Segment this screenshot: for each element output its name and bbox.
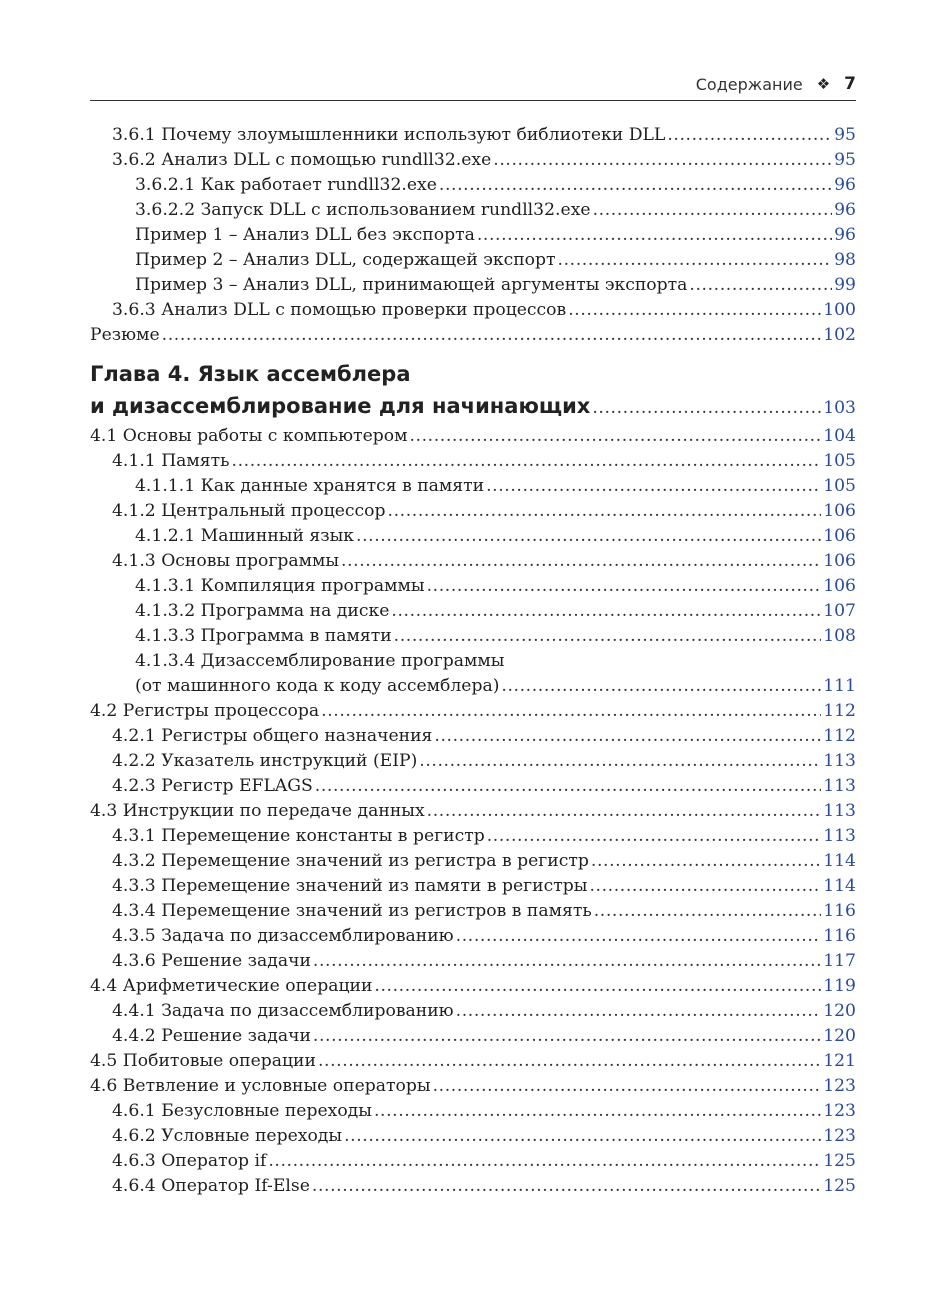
toc-entry[interactable] <box>90 949 856 974</box>
toc-entry-label: 4.2 Регистры процессора <box>90 701 320 721</box>
chapter-title-line1: Глава 4. Язык ассемблера <box>90 362 411 386</box>
dot-leader <box>312 1174 821 1199</box>
toc-entry[interactable] <box>90 574 856 599</box>
toc-entry-label: 4.4.1 Задача по дизассемблированию <box>112 1001 454 1021</box>
toc-entry[interactable] <box>90 198 856 223</box>
toc-entry[interactable] <box>90 924 856 949</box>
toc-entry-label: 3.6.1 Почему злоумышленники используют библиотеки DLL <box>112 125 666 145</box>
dot-leader <box>409 424 821 449</box>
toc-entry[interactable] <box>90 1074 856 1099</box>
toc-entry-label: 4.1.3.1 Компиляция программы <box>135 576 425 596</box>
toc-entry-page[interactable]: 113 <box>823 801 856 821</box>
toc-entry-page[interactable]: 121 <box>823 1051 856 1071</box>
toc-entry[interactable] <box>90 424 856 449</box>
dot-leader <box>486 474 821 499</box>
toc-entry-label: 4.1.3.2 Программа на диске <box>135 601 390 621</box>
toc-entry-label: Пример 2 – Анализ DLL, содержащей экспорт <box>135 250 556 270</box>
dot-leader <box>344 1124 821 1149</box>
toc-entry-page[interactable]: 102 <box>823 325 856 345</box>
toc-entry[interactable] <box>90 749 856 774</box>
dot-leader <box>456 999 822 1024</box>
dot-leader <box>558 248 833 273</box>
toc-entry[interactable] <box>90 624 856 649</box>
toc-entry-label: 4.1.2 Центральный процессор <box>112 501 386 521</box>
toc-entry-label: 4.6 Ветвление и условные операторы <box>90 1076 431 1096</box>
toc-entry-page[interactable]: 123 <box>823 1126 856 1146</box>
toc-entry[interactable] <box>90 974 856 999</box>
dot-leader <box>477 223 832 248</box>
toc-entry-page[interactable]: 114 <box>823 876 856 896</box>
dot-leader <box>374 1099 821 1124</box>
toc-entry-label: 4.1.1.1 Как данные хранятся в памяти <box>135 476 485 496</box>
chapter-page[interactable]: 103 <box>823 398 856 418</box>
toc-entry[interactable] <box>90 323 856 348</box>
toc-entry[interactable] <box>90 599 856 624</box>
toc-entry-page[interactable]: 105 <box>823 476 856 496</box>
toc-entry-label: 3.6.2 Анализ DLL с помощью rundll32.exe <box>112 150 492 170</box>
toc-entry[interactable] <box>90 148 856 173</box>
toc-section-top <box>90 123 856 348</box>
toc-entry[interactable] <box>90 223 856 248</box>
dot-leader <box>667 123 832 148</box>
dot-leader <box>434 724 821 749</box>
dot-leader <box>394 624 822 649</box>
toc-entry-page[interactable]: 125 <box>823 1176 856 1196</box>
toc-section-rest <box>90 699 856 1199</box>
dot-leader <box>374 974 821 999</box>
toc-entry-label: 4.2.2 Указатель инструкций (EIP) <box>112 751 418 771</box>
toc-entry-page[interactable]: 119 <box>823 976 856 996</box>
dot-leader <box>433 1074 822 1099</box>
toc-entry-label: 4.3.5 Задача по дизассемблированию <box>112 926 454 946</box>
toc-entry-label: 4.4.2 Решение задачи <box>112 1026 311 1046</box>
toc-entry-label: 3.6.2.1 Как работает rundll32.exe <box>135 175 437 195</box>
toc-entry-label: 4.3.6 Решение задачи <box>112 951 311 971</box>
toc-entry-label: 4.2.3 Регистр EFLAGS <box>112 776 313 796</box>
ornament-icon: ❖ <box>816 75 831 93</box>
toc-entry-page[interactable]: 116 <box>823 926 856 946</box>
dot-leader <box>493 148 832 173</box>
toc-entry-page[interactable]: 106 <box>823 576 856 596</box>
toc-entry-page[interactable]: 113 <box>823 776 856 796</box>
toc-entry[interactable] <box>90 999 856 1024</box>
toc-entry[interactable] <box>90 1174 856 1199</box>
dot-leader <box>427 799 822 824</box>
toc-section-main <box>90 424 856 649</box>
dot-leader <box>268 1149 821 1174</box>
toc-entry-page[interactable]: 106 <box>823 501 856 521</box>
toc-entry-page[interactable]: 99 <box>834 275 856 295</box>
dot-leader <box>501 674 821 699</box>
toc-entry[interactable] <box>90 1124 856 1149</box>
toc-entry-page[interactable]: 95 <box>834 125 856 145</box>
toc-entry[interactable] <box>90 474 856 499</box>
dot-leader <box>391 599 821 624</box>
toc-entry-label: Резюме <box>90 325 160 345</box>
dot-leader <box>315 774 821 799</box>
dot-leader <box>427 574 822 599</box>
toc-entry[interactable] <box>90 799 856 824</box>
toc-entry-page[interactable]: 123 <box>823 1101 856 1121</box>
table-of-contents <box>90 123 856 1199</box>
chapter-title-row <box>90 390 856 422</box>
toc-entry-page[interactable]: 113 <box>823 826 856 846</box>
dot-leader <box>589 874 821 899</box>
toc-entry-page[interactable]: 112 <box>823 701 856 721</box>
dot-leader <box>313 949 821 974</box>
toc-entry-label: 4.3.1 Перемещение константы в регистр <box>112 826 485 846</box>
toc-entry[interactable] <box>90 449 856 474</box>
dot-leader <box>594 899 822 924</box>
toc-entry-label: 4.1.2.1 Машинный язык <box>135 526 355 546</box>
chapter-title-line2: и дизассемблирование для начинающих <box>90 394 591 418</box>
chapter-4-heading[interactable] <box>90 358 856 422</box>
dot-leader <box>232 449 822 474</box>
toc-entry-page[interactable]: 98 <box>834 250 856 270</box>
header-title: Содержание <box>695 74 803 94</box>
dot-leader <box>591 849 821 874</box>
page-number: 7 <box>844 74 856 94</box>
running-header <box>90 70 856 101</box>
toc-entry-label: 4.5 Побитовые операции <box>90 1051 316 1071</box>
toc-entry[interactable] <box>90 173 856 198</box>
toc-entry-page[interactable]: 105 <box>823 451 856 471</box>
toc-entry[interactable] <box>90 298 856 323</box>
toc-entry[interactable] <box>90 273 856 298</box>
toc-entry-label: 4.1 Основы работы с компьютером <box>90 426 408 446</box>
dot-leader <box>321 699 821 724</box>
dot-leader <box>487 824 821 849</box>
toc-entry-page[interactable]: 117 <box>823 951 856 971</box>
toc-entry[interactable] <box>90 1049 856 1074</box>
toc-entry-page[interactable]: 96 <box>834 200 856 220</box>
dot-leader <box>162 323 822 348</box>
toc-entry-label: 4.6.3 Оператор if <box>112 1151 267 1171</box>
toc-entry-4134[interactable] <box>90 649 856 699</box>
toc-entry-page[interactable]: 114 <box>823 851 856 871</box>
toc-entry-label: 4.2.1 Регистры общего назначения <box>112 726 433 746</box>
toc-entry[interactable] <box>90 824 856 849</box>
toc-entry[interactable] <box>90 549 856 574</box>
toc-entry[interactable] <box>90 849 856 874</box>
toc-entry[interactable] <box>90 499 856 524</box>
toc-entry[interactable] <box>90 1099 856 1124</box>
toc-entry-label: 4.3.4 Перемещение значений из регистров в память <box>112 901 592 921</box>
toc-entry-page[interactable]: 125 <box>823 1151 856 1171</box>
toc-entry-page[interactable]: 95 <box>834 150 856 170</box>
toc-entry-row <box>90 674 856 699</box>
toc-entry-label: 4.1.3 Основы программы <box>112 551 340 571</box>
toc-entry-page[interactable]: 113 <box>823 751 856 771</box>
toc-entry[interactable] <box>90 899 856 924</box>
dot-leader <box>439 173 832 198</box>
toc-entry-label: Пример 1 – Анализ DLL без экспорта <box>135 225 475 245</box>
toc-entry-page[interactable]: 112 <box>823 726 856 746</box>
dot-leader <box>318 1049 821 1074</box>
toc-entry-label: 4.4 Арифметические операции <box>90 976 373 996</box>
toc-entry-label: 4.3 Инструкции по передаче данных <box>90 801 425 821</box>
toc-entry-label: 4.3.3 Перемещение значений из памяти в регистры <box>112 876 588 896</box>
toc-entry-label: 3.6.3 Анализ DLL с помощью проверки процессов <box>112 300 567 320</box>
toc-entry-label: 3.6.2.2 Запуск DLL с использованием rundll32.exe <box>135 200 591 220</box>
dot-leader <box>341 549 821 574</box>
toc-entry-page[interactable]: 96 <box>834 225 856 245</box>
toc-entry[interactable] <box>90 1149 856 1174</box>
toc-entry[interactable] <box>90 774 856 799</box>
dot-leader <box>593 198 833 223</box>
toc-entry-page[interactable]: 106 <box>823 526 856 546</box>
toc-entry-label: 4.1.3.3 Программа в памяти <box>135 626 392 646</box>
toc-entry-page[interactable]: 106 <box>823 551 856 571</box>
toc-entry-label: 4.6.4 Оператор If-Else <box>112 1176 310 1196</box>
toc-entry[interactable] <box>90 248 856 273</box>
dot-leader <box>689 273 832 298</box>
toc-entry-page[interactable]: 100 <box>823 300 856 320</box>
dot-leader <box>456 924 822 949</box>
toc-entry-label: (от машинного кода к коду ассемблера) <box>135 676 500 696</box>
toc-entry-label: 4.3.2 Перемещение значений из регистра в регистр <box>112 851 589 871</box>
dot-leader <box>356 524 821 549</box>
toc-entry-page[interactable]: 111 <box>823 676 856 696</box>
toc-entry-page[interactable]: 116 <box>823 901 856 921</box>
toc-entry[interactable] <box>90 524 856 549</box>
dot-leader <box>568 298 821 323</box>
toc-entry[interactable] <box>90 874 856 899</box>
dot-leader <box>313 1024 821 1049</box>
toc-entry[interactable] <box>90 699 856 724</box>
toc-entry[interactable] <box>90 1024 856 1049</box>
dot-leader <box>419 749 821 774</box>
toc-entry-label: Пример 3 – Анализ DLL, принимающей аргументы экспорта <box>135 275 688 295</box>
toc-entry-page[interactable]: 108 <box>823 626 856 646</box>
toc-entry-page[interactable]: 123 <box>823 1076 856 1096</box>
toc-entry-page[interactable]: 120 <box>823 1026 856 1046</box>
toc-entry-page[interactable]: 107 <box>823 601 856 621</box>
toc-entry-label: 4.1.3.4 Дизассемблирование программы <box>135 651 505 671</box>
toc-entry-page[interactable]: 104 <box>823 426 856 446</box>
toc-entry-page[interactable]: 120 <box>823 1001 856 1021</box>
toc-entry[interactable] <box>90 123 856 148</box>
toc-entry-label: 4.6.2 Условные переходы <box>112 1126 343 1146</box>
toc-entry-label: 4.6.1 Безусловные переходы <box>112 1101 372 1121</box>
toc-entry-label: 4.1.1 Память <box>112 451 230 471</box>
dot-leader <box>388 499 822 524</box>
dot-leader <box>592 392 821 424</box>
toc-entry[interactable] <box>90 724 856 749</box>
toc-entry-page[interactable]: 96 <box>834 175 856 195</box>
